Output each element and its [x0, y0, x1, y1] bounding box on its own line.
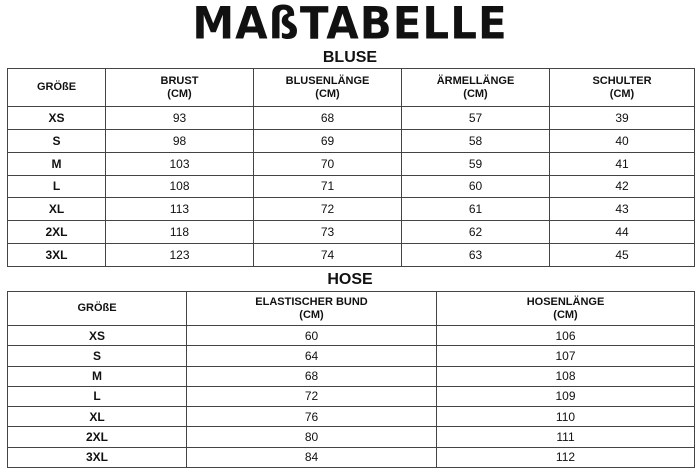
table-cell: 45 — [550, 244, 695, 267]
table-cell: 118 — [106, 221, 254, 244]
column-header-brust: BRUST (CM) — [106, 69, 254, 107]
table-cell: 59 — [402, 152, 550, 175]
table-row — [8, 326, 695, 346]
table-cell: 80 — [187, 427, 437, 447]
table-row — [8, 244, 695, 267]
table-cell: 72 — [254, 198, 402, 221]
table-cell: 43 — [550, 198, 695, 221]
size-cell: S — [8, 129, 106, 152]
table-cell: 106 — [437, 326, 695, 346]
table-cell: 63 — [402, 244, 550, 267]
table-cell: 111 — [437, 427, 695, 447]
table-cell: 58 — [402, 129, 550, 152]
size-cell: M — [8, 152, 106, 175]
table-header-row — [8, 292, 695, 326]
table-cell: 40 — [550, 129, 695, 152]
column-header-size: GRÖßE — [8, 69, 106, 107]
table-cell: 73 — [254, 221, 402, 244]
table-row — [8, 107, 695, 130]
table-cell: 68 — [187, 366, 437, 386]
table-cell: 44 — [550, 221, 695, 244]
table-header-row — [8, 69, 695, 107]
hose-section-title: HOSE — [327, 271, 373, 288]
table-cell: 71 — [254, 175, 402, 198]
size-cell: S — [8, 346, 187, 366]
table-row — [8, 407, 695, 427]
size-cell: 2XL — [8, 427, 187, 447]
table-cell: 62 — [402, 221, 550, 244]
hose-size-table — [7, 291, 695, 468]
column-header-size: GRÖßE — [8, 292, 187, 326]
column-header-elastischer-bund: ELASTISCHER BUND (CM) — [187, 292, 437, 326]
table-cell: 70 — [254, 152, 402, 175]
table-row — [8, 152, 695, 175]
bluse-size-table — [7, 68, 695, 267]
column-header-blusenlaenge: BLUSENLÄNGE (CM) — [254, 69, 402, 107]
table-cell: 74 — [254, 244, 402, 267]
table-cell: 98 — [106, 129, 254, 152]
table-row — [8, 175, 695, 198]
table-cell: 107 — [437, 346, 695, 366]
table-cell: 108 — [437, 366, 695, 386]
size-cell: L — [8, 386, 187, 406]
column-header-aermellaenge: ÄRMELLÄNGE (CM) — [402, 69, 550, 107]
table-cell: 76 — [187, 407, 437, 427]
table-cell: 61 — [402, 198, 550, 221]
table-cell: 41 — [550, 152, 695, 175]
table-row — [8, 427, 695, 447]
table-cell: 68 — [254, 107, 402, 130]
table-row — [8, 221, 695, 244]
table-cell: 60 — [402, 175, 550, 198]
table-cell: 60 — [187, 326, 437, 346]
size-cell: 2XL — [8, 221, 106, 244]
size-cell: L — [8, 175, 106, 198]
table-cell: 64 — [187, 346, 437, 366]
table-cell: 42 — [550, 175, 695, 198]
table-cell: 103 — [106, 152, 254, 175]
table-cell: 108 — [106, 175, 254, 198]
size-cell: XS — [8, 326, 187, 346]
table-cell: 84 — [187, 447, 437, 467]
table-cell: 72 — [187, 386, 437, 406]
table-cell: 39 — [550, 107, 695, 130]
bluse-section-title: BLUSE — [322, 49, 378, 66]
table-cell: 123 — [106, 244, 254, 267]
table-row — [8, 129, 695, 152]
table-cell: 69 — [254, 129, 402, 152]
table-row — [8, 386, 695, 406]
size-cell: XS — [8, 107, 106, 130]
table-row — [8, 346, 695, 366]
table-cell: 110 — [437, 407, 695, 427]
column-header-hosenlaenge: HOSENLÄNGE (CM) — [437, 292, 695, 326]
table-row — [8, 198, 695, 221]
column-header-schulter: SCHULTER (CM) — [550, 69, 695, 107]
table-cell: 93 — [106, 107, 254, 130]
table-cell: 109 — [437, 386, 695, 406]
size-cell: 3XL — [8, 447, 187, 467]
table-cell: 113 — [106, 198, 254, 221]
table-cell: 112 — [437, 447, 695, 467]
size-cell: XL — [8, 407, 187, 427]
table-cell: 57 — [402, 107, 550, 130]
size-cell: 3XL — [8, 244, 106, 267]
table-row — [8, 366, 695, 386]
table-row — [8, 447, 695, 467]
size-cell: XL — [8, 198, 106, 221]
size-cell: M — [8, 366, 187, 386]
page-title: MAßTABELLE — [192, 0, 508, 50]
